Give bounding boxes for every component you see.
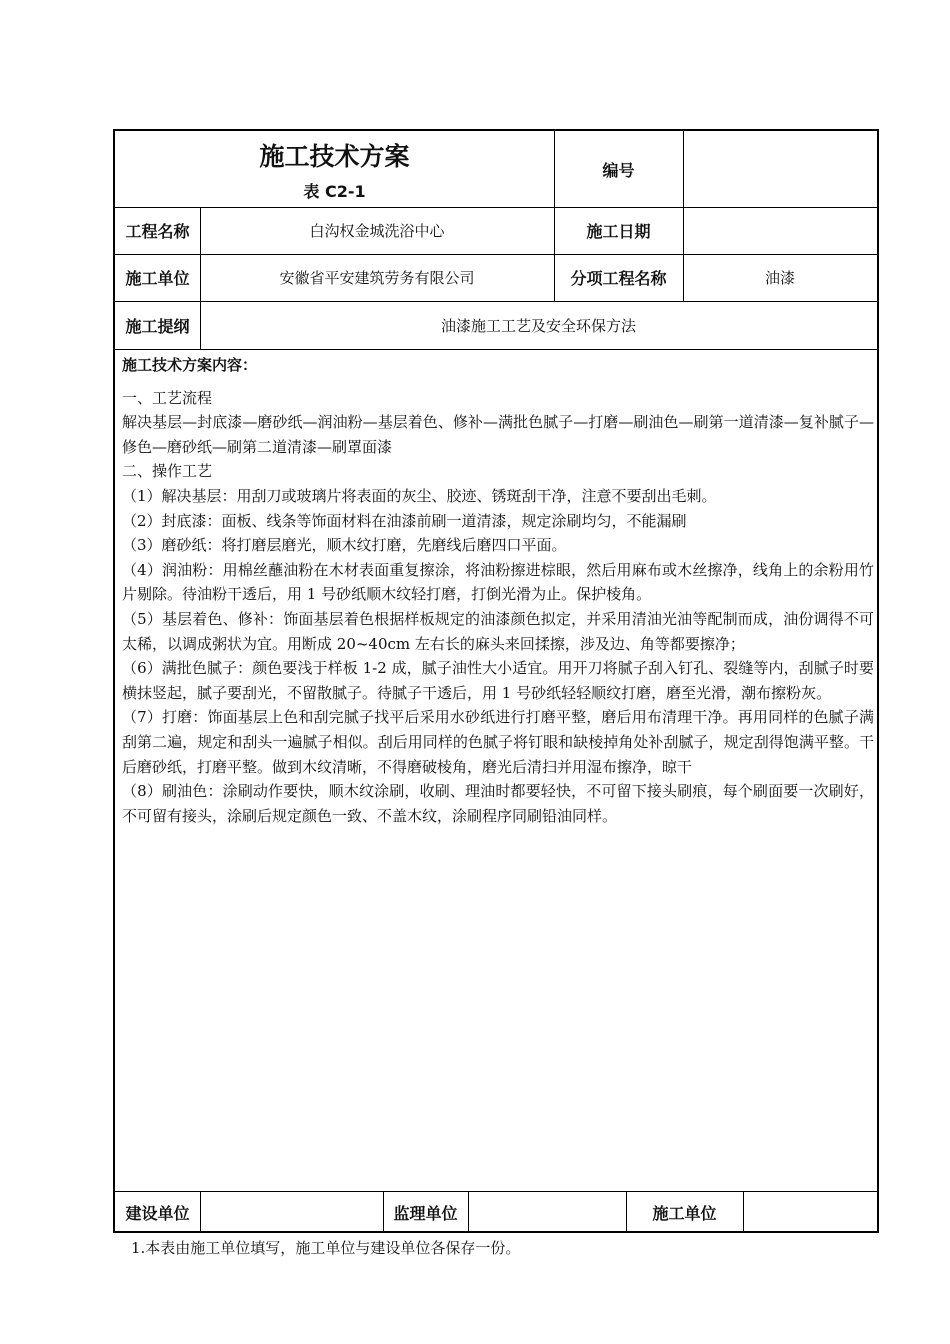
paragraph: （1）解决基层：用刮刀或玻璃片将表面的灰尘、胶迹、锈斑刮干净，注意不要刮出毛刺。 [122,486,717,505]
footnote: 1.本表由施工单位填写，施工单位与建设单位各保存一份。 [131,1239,521,1257]
construction-plan-form [113,129,879,1233]
owner-field[interactable] [200,1191,383,1233]
paragraph: 一、工艺流程 [122,388,213,407]
supervisor-label: 监理单位 [393,1203,458,1223]
page-title: 施工技术方案 [259,141,410,171]
contractor-label: 施工单位 [652,1203,717,1223]
content-heading: 施工技术方案内容： [122,356,258,374]
date-label: 施工日期 [586,222,651,241]
number-field[interactable] [683,131,877,207]
unit-label: 施工单位 [125,269,190,288]
date-field[interactable] [683,207,877,254]
title-block [115,131,554,207]
contractor-field[interactable] [743,1191,877,1233]
sub-project-label: 分项工程名称 [570,269,667,288]
paragraph: 解决基层—封底漆—磨砂纸—润油粉—基层着色、修补—满批色腻子—打磨—刷油色—刷第一道清漆—复补腻子—修色—磨砂纸—刷第二道清漆—刷罩面漆 [122,413,874,456]
paragraph: 二、操作工艺 [122,462,213,481]
sub-project-value: 油漆 [764,269,795,287]
unit-value: 安徽省平安建筑劳务有限公司 [279,269,475,287]
plan-content [122,353,874,828]
project-name-label: 工程名称 [125,222,190,241]
paragraph: （6）满批色腻子：颜色要浅于样板 1-2 成，腻子油性大小适宜。用开刀将腻子刮入钉孔、裂缝等内，刮腻子时要横抹竖起，腻子要刮光，不留散腻子。待腻子干透后，用 1 号砂纸轻轻顺纹打磨，磨至光滑，潮布擦粉灰。 [122,659,874,702]
paragraph: （3）磨砂纸：将打磨层磨光，顺木纹打磨，先磨线后磨四口平面。 [122,536,567,555]
paragraph: （4）润油粉：用棉丝蘸油粉在木材表面重复擦涂，将油粉擦进棕眼，然后用麻布或木丝擦净，线角上的余粉用竹片剔除。待油粉干透后，用 1 号砂纸顺木纹轻打磨，打倒光滑为止。保护棱角。 [122,560,874,604]
row-divider [115,349,877,350]
supervisor-field[interactable] [468,1191,626,1233]
paragraph: （7）打磨：饰面基层上色和刮完腻子找平后采用水砂纸进行打磨平整，磨后用布清理干净。再用同样的色腻子满刮第二遍，规定和刮头一遍腻子相似。刮后用同样的色腻子将钉眼和缺棱掉角处补刮腻子，规定刮得饱满平整。干后磨砂纸，打磨平整。做到木纹清晰，不得磨破棱角，磨光后清扫并用湿布擦净，晾干 [122,708,874,776]
form-code: 表 C2-1 [303,181,366,201]
project-name-value: 白沟权金城洗浴中心 [309,222,445,240]
paragraph: （8）刷油色：涂刷动作要快，顺木纹涂刷，收刷、理油时都要轻快，不可留下接头刷痕，每个刷面要一次刷好，不可留有接头，涂刷后规定颜色一致、不盖木纹，涂刷程序同刷铅油同样。 [122,782,874,825]
owner-label: 建设单位 [125,1203,190,1223]
number-label: 编号 [602,160,635,180]
outline-value: 油漆施工工艺及安全环保方法 [440,316,636,335]
paragraph: （2）封底漆：面板、线条等饰面材料在油漆前刷一道清漆，规定涂刷均匀，不能漏刷 [122,511,687,530]
paragraph: （5）基层着色、修补：饰面基层着色根据样板规定的油漆颜色拟定，并采用清油光油等配制而成，油份调得不可太稀，以调成粥状为宜。用断成 20~40cm 左右长的麻头来回揉擦，涉及边、角等都要擦净； [122,609,874,653]
outline-label: 施工提纲 [125,316,190,336]
